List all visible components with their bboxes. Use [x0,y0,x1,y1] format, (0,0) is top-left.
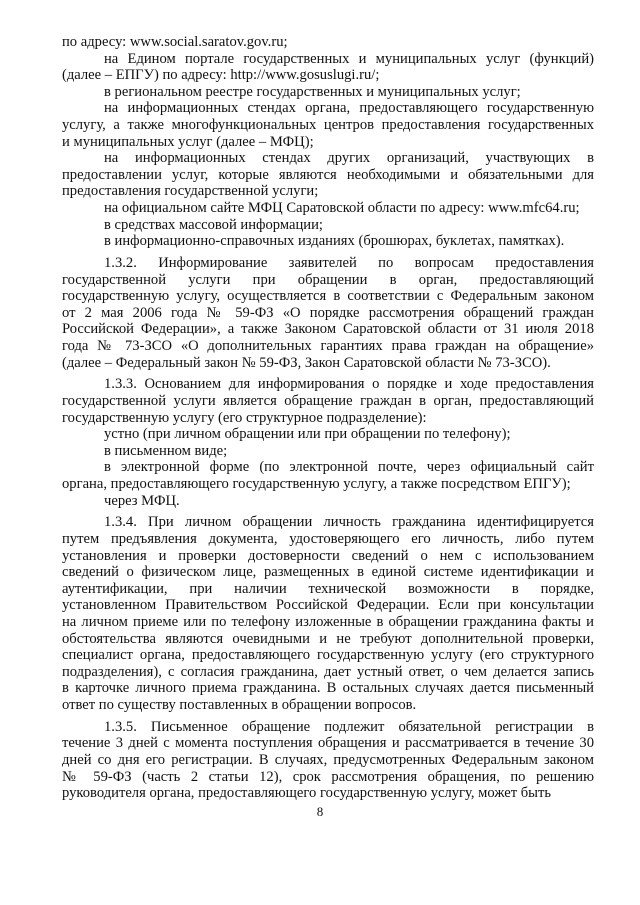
text-line: аутентификации, при наличии технической возможности в порядке, [62,580,594,597]
text-line: путем предъявления документа, удостоверяющего его личность, либо путем [62,531,594,547]
text-line: в региональном реестре государственных и муниципальных услуг; [104,83,521,100]
text-line: сведений о физическом лице, размещенных в единой системе идентификации и [62,564,594,581]
text-line: в карточке личного приема гражданина. В остальных случаях дается письменный [62,680,594,697]
text-line: специалист органа, предоставляющего государственную услугу (его структурного [62,647,594,664]
text-line: на Едином портале государственных и муниципальных услуг (функций) [104,50,594,67]
text-line: государственной услуги является обращение граждан в орган, предоставляющий [62,393,594,409]
text-line: предоставлении услуг, которые являются необходимыми и обязательными для [62,166,594,183]
text-line: 1.3.5. Письменное обращение подлежит обязательной регистрации в [104,718,594,735]
text-line: государственную услугу (его структурное подразделение): [62,409,427,426]
text-line: подразделения), с согласия гражданина, дает устный ответ, о чем делается запись [62,663,594,680]
text-line: в письменном виде; [104,442,228,459]
text-line: через МФЦ. [104,492,180,509]
text-line: услугу, а также многофункциональных центров предоставления государственных [62,117,594,133]
text-line: в электронной форме (по электронной почте, через официальный сайт [104,459,594,476]
text-line: 1.3.4. При личном обращении личность гражданина идентифицируется [104,514,594,531]
text-line: 1.3.2. Информирование заявителей по вопросам предоставления [104,255,594,271]
text-line: обстоятельства являются очевидными и не требуют дополнительной проверки, [62,630,594,647]
text-line: в информационно-справочных изданиях (брошюрах, буклетах, памятках). [104,233,565,250]
text-line: устно (при личном обращении или при обращении по телефону); [104,426,511,443]
text-line: на информационных стендах других организаций, участвующих в [104,150,594,167]
text-line: на личном приеме или по телефону изложенные в обращении гражданина факты и [62,614,594,630]
text-line: от 2 мая 2006 года № 59-ФЗ «О порядке рассмотрения обращений граждан [62,304,594,321]
text-line: установленном Правительством Российской Федерации. Если при консультации [62,597,594,614]
text-line: (далее – Федеральный закон № 59-ФЗ, Закон Саратовской области № 73-ЗСО). [62,354,551,371]
text-line: 1.3.3. Основанием для информирования о порядке и ходе предоставления [104,376,594,393]
text-line: в средствах массовой информации; [104,216,323,233]
text-line: на информационных стендах органа, предоставляющего государственную [104,100,594,117]
text-line: органа, предоставляющего государственную услугу, а также посредством ЕПГУ); [62,476,571,492]
text-line: Российской Федерации», а также Законом Саратовской области от 31 июля 2018 [62,321,594,338]
text-line: (далее – ЕПГУ) по адресу: http://www.gosuslugi.ru/; [62,67,380,84]
page-number: 8 [316,803,324,819]
text-line: по адресу: www.social.saratov.gov.ru; [62,34,288,50]
text-line: ответ по существу поставленных в обращении вопросов. [62,697,417,713]
text-line: государственной услуги при обращении в орган, предоставляющий [62,271,594,288]
text-line: руководителя органа, предоставляющего государственную услугу, может быть [62,785,552,802]
text-line: дней со дня его регистрации. В случаях, предусмотренных Федеральным законом [62,752,594,768]
text-line: государственную услугу, осуществляется в соответствии с Федеральным законом [62,288,594,305]
text-line: года № 73-ЗСО «О дополнительных гарантиях права граждан на обращение» [62,338,594,354]
text-line: и муниципальных услуг (далее – МФЦ); [62,133,314,150]
text-line: № 59-ФЗ (часть 2 статьи 12), срок рассмотрения обращения, по решению [62,768,594,785]
text-line: предоставления государственной услуги; [62,183,319,200]
text-line: течение 3 дней с момента поступления обращения и рассматривается в течение 30 [62,735,594,752]
text-line: на официальном сайте МФЦ Саратовской области по адресу: www.mfc64.ru; [104,200,580,216]
text-line: установления и проверки достоверности сведений о нем с использованием [62,547,594,564]
